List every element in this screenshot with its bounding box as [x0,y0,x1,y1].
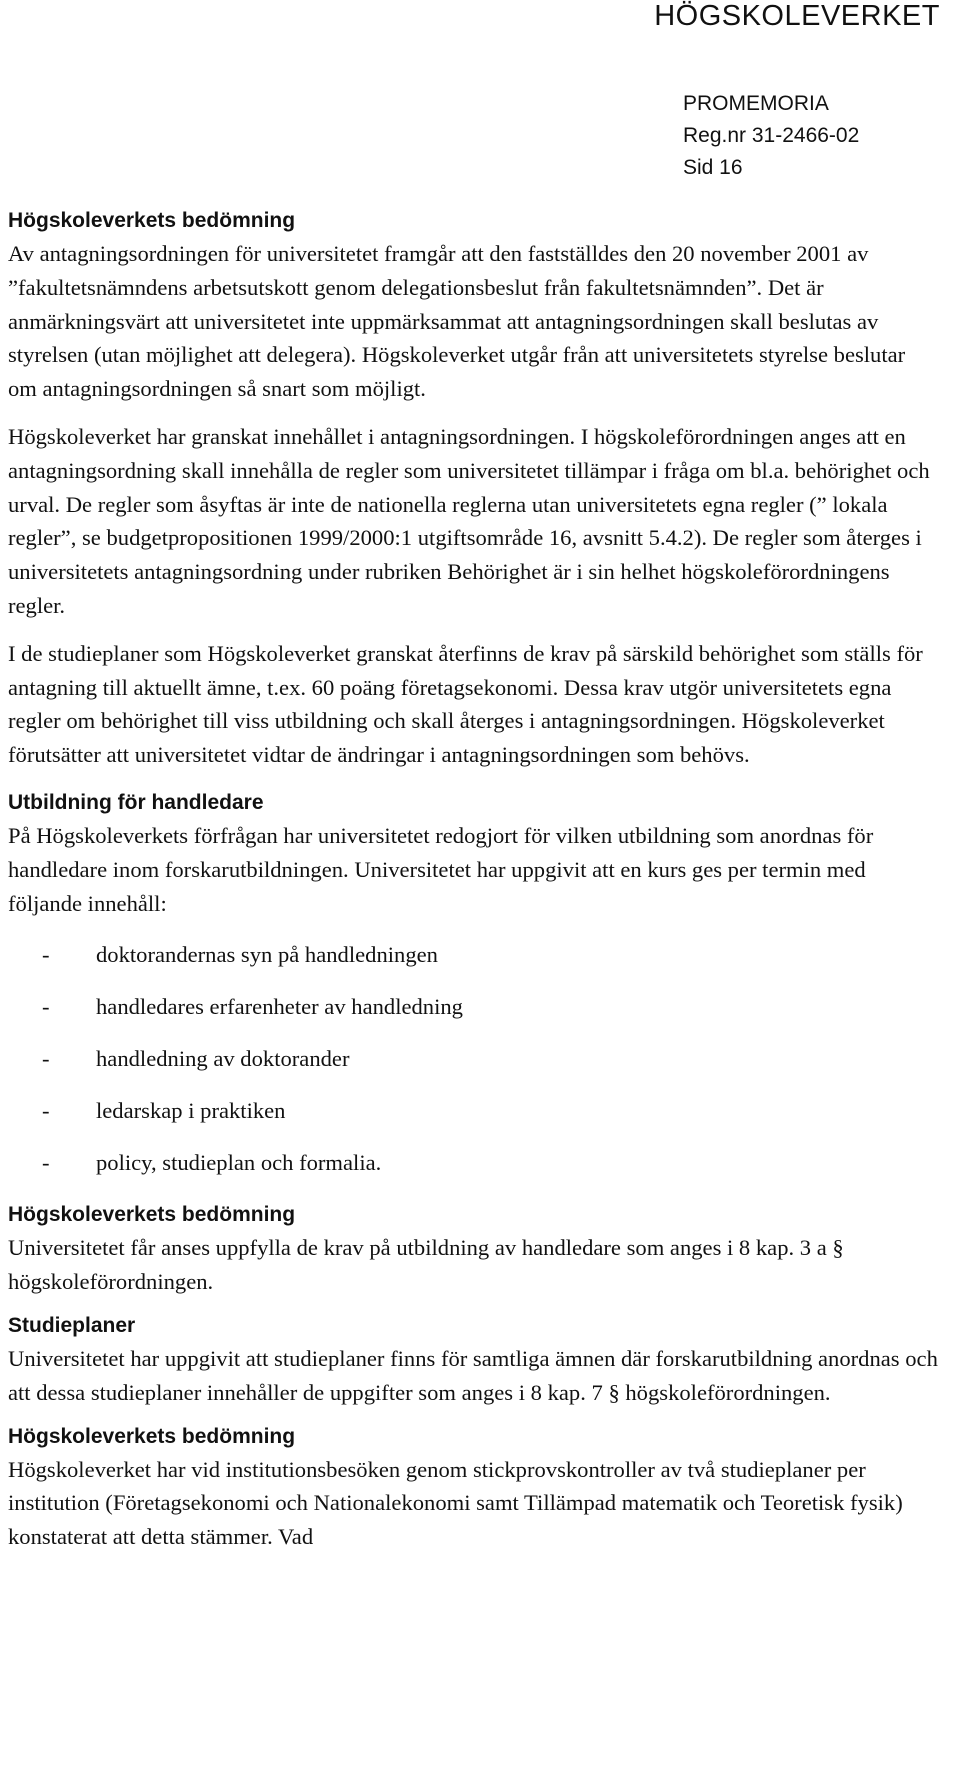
list-dash: - [42,994,50,1020]
list-dash: - [42,1150,50,1176]
paragraph: I de studieplaner som Högskoleverket granskat återfinns de krav på särskild behörighet som ställs för antagning till aktuellt ämne, t.ex. 60 poäng företagsekonomi. Dessa krav utgör universitetets egna regler om behörighet till viss utbildning och skall återges i antagningsordningen. Högskoleverket förutsätter att universitetet vidtar de ändringar i antagningsordningen som behövs. [8,640,923,768]
list-item-text: doktorandernas syn på handledningen [96,942,438,968]
section-heading: Högskoleverkets bedömning [8,1424,296,1448]
list-item-text: policy, studieplan och formalia. [96,1150,382,1176]
list-item-text: ledarskap i praktiken [96,1098,286,1124]
list-item [8,990,938,1042]
list-dash: - [42,942,50,968]
list-item-text: handledning av doktorander [96,1046,350,1072]
content-list [8,938,938,1198]
list-item [8,1042,938,1094]
document-body [8,204,938,1554]
document-type: PROMEMORIA [683,92,829,115]
list-item [8,1094,938,1146]
paragraph: Högskoleverket har vid institutionsbesöken genom stickprovskontroller av två studieplaner per institution (Företagsekonomi och Nationalekonomi samt Tillämpad matematik och Teoretisk fysik) konstaterat att detta stämmer. Vad [8,1456,903,1550]
section-heading: Utbildning för handledare [8,790,264,814]
organization-name: HÖGSKOLEVERKET [654,0,940,32]
paragraph: Universitetet har uppgivit att studieplaner finns för samtliga ämnen där forskarutbildning anordnas och att dessa studieplaner innehåller de uppgifter som anges i 8 kap. 7 § högskoleförordningen. [8,1345,938,1405]
section-heading: Högskoleverkets bedömning [8,1203,296,1227]
registration-number: Reg.nr 31-2466-02 [683,124,860,147]
list-item [8,1146,938,1198]
list-dash: - [42,1046,50,1072]
list-item-text: handledares erfarenheter av handledning [96,994,463,1020]
paragraph: På Högskoleverkets förfrågan har universitetet redogjort för vilken utbildning som anordnas för handledare inom forskarutbildningen. Universitetet har uppgivit att en kurs ges per termin med följande innehåll: [8,822,874,916]
paragraph: Universitetet får anses uppfylla de krav på utbildning av handledare som anges i 8 kap. 3 a § högskoleförordningen. [8,1235,844,1295]
paragraph: Av antagningsordningen för universitetet framgår att den fastställdes den 20 november 2001 av ”fakultetsnämndens arbetsutskott genom delegationsbeslut från fakultetsnämnden”. Det är anmärkningsvärt att universitetet inte uppmärksammat att antagningsordningen skall beslutas av styrelsen (utan möjlighet att delegera). Högskoleverket utgår från att universitetets styrelse beslutar om antagningsordningen så snart som möjligt. [8,241,906,402]
section-heading: Högskoleverkets bedömning [8,209,296,232]
paragraph: Högskoleverket har granskat innehållet i antagningsordningen. I högskoleförordningen anges att en antagningsordning skall innehålla de regler som universitetet tillämpar i fråga om bl.a. behörighet och urval. De regler som åsyftas är inte de nationella reglerna utan universitetets egna regler (” lokala regler”, se budgetpropositionen 1999/2000:1 utgiftsområde 16, avsnitt 5.4.2). De regler som återges i universitetets antagningsordning under rubriken Behörighet är i sin helhet högskoleförordningens regler. [8,423,930,618]
list-dash: - [42,1098,50,1124]
list-item [8,938,938,990]
page-number: Sid 16 [683,156,743,179]
document-meta [683,88,859,184]
section-heading: Studieplaner [8,1313,136,1337]
